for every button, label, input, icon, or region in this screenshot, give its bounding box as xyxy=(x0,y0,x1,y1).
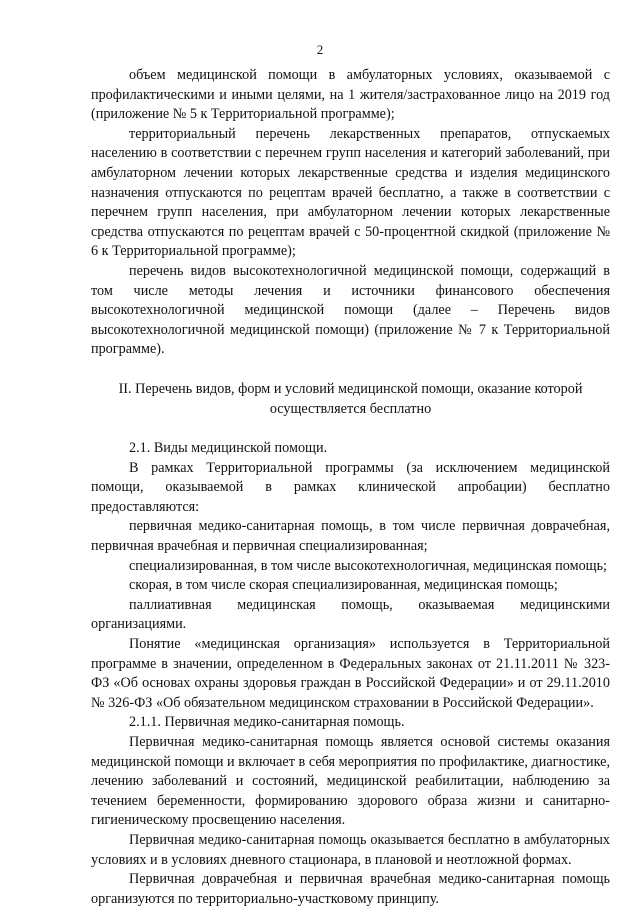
list-item: первичная медико-санитарная помощь, в том числе первичная доврачебная, первичная врачебная и первичная специализированная; xyxy=(91,518,610,555)
paragraph: объем медицинской помощи в амбулаторных условиях, оказываемой с профилактическими и иными целями, на 1 жителя/застрахованное лицо на 2019 год (приложение № 5 к Территориальной программе); xyxy=(91,67,610,123)
subsection-title: 2.1. Виды медицинской помощи. xyxy=(129,440,328,457)
paragraph: Первичная медико-санитарная помощь является основой системы оказания медицинской помощи и включает в себя мероприятия по профилактике, диагностике, лечению заболеваний и состояний, медицинской реабилитации, наблюдению за течением беременности, формированию здорового образа жизни и санитарно-гигиеническому просвещению населения. xyxy=(91,734,610,829)
paragraph: В рамках Территориальной программы (за исключением медицинской помощи, оказываемой в рамках клинической апробации) бесплатно предоставляются: xyxy=(91,459,610,515)
list-item: паллиативная медицинская помощь, оказываемая медицинскими организациями. xyxy=(91,596,610,633)
document-body xyxy=(91,66,610,909)
paragraph: Понятие «медицинская организация» используется в Территориальной программе в значении, определенном в Федеральных законах от 21.11.2011 № 323-ФЗ «Об основах охраны здоровья граждан в Российской Федерации» и от 29.11.2010 № 326-ФЗ «Об обязательном медицинском страховании в Российской Федерации». xyxy=(91,636,610,711)
paragraph: перечень видов высокотехнологичной медицинской помощи, содержащий в том числе методы лечения и источники финансового обеспечения высокотехнологичной медицинской помощи (далее – Перечень видов высокотехнологичной медицинской помощи) (приложение № 7 к Территориальной программе). xyxy=(91,262,610,358)
page-number: 2 xyxy=(316,42,324,57)
paragraph: территориальный перечень лекарственных препаратов, отпускаемых населению в соответствии с перечнем групп населения и категорий заболеваний, при амбулаторном лечении которых лекарственные средства и изделия медицинского назначения отпускаются по рецептам врачей бесплатно, а также в соответствии с перечнем групп населения, при амбулаторном лечении которых лекарственные средства отпускаются по рецептам врачей с 50-процентной скидкой (приложение № 6 к Территориальной программе); xyxy=(91,125,610,260)
list-item: специализированная, в том числе высокотехнологичная, медицинская помощь; xyxy=(129,557,607,574)
paragraph: Первичная медико-санитарная помощь оказывается бесплатно в амбулаторных условиях и в условиях дневного стационара, в плановой и неотложной формах. xyxy=(91,831,610,868)
section-heading: II. Перечень видов, форм и условий медицинской помощи, оказание которой осуществляется бесплатно xyxy=(118,380,583,417)
list-item: скорая, в том числе скорая специализированная, медицинская помощь; xyxy=(129,577,558,594)
subsection-title: 2.1.1. Первичная медико-санитарная помощь. xyxy=(129,714,405,731)
paragraph: Первичная доврачебная и первичная врачебная медико-санитарная помощь организуются по территориально-участковому принципу. xyxy=(91,871,610,907)
